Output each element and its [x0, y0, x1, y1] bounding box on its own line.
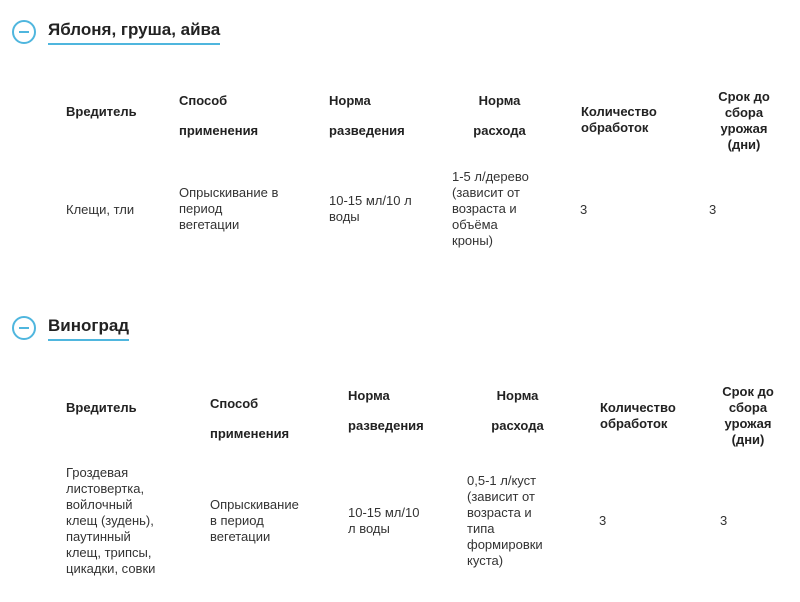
- collapse-minus-icon[interactable]: [12, 20, 36, 44]
- header-pest: Вредитель: [66, 104, 137, 119]
- header-consumption: Норма расхода: [491, 388, 544, 433]
- cell-dilution: 10-15 мл/10 л воды: [348, 505, 420, 536]
- header-consumption: Норма расхода: [473, 93, 526, 138]
- header-method: Способ применения: [210, 396, 290, 441]
- cell-consumption: 1-5 л/дерево (зависит от возраста и объёма кроны): [452, 169, 529, 248]
- cell-count: 3: [599, 513, 607, 528]
- cell-method: Опрыскивание в период вегетации: [179, 185, 279, 232]
- cell-pest: Гроздевая листовертка, войлочный клещ (зудень), паутинный клещ, трипсы, цикадки, совки: [66, 465, 156, 576]
- header-dilution: Норма разведения: [348, 388, 424, 433]
- section-header-grape[interactable]: [12, 314, 129, 342]
- header-dilution: Норма разведения: [329, 93, 405, 138]
- header-count: Количество обработок: [581, 104, 657, 135]
- cell-pest: Клещи, тли: [66, 202, 135, 217]
- section-title: Виноград: [48, 315, 129, 341]
- cell-term: 3: [709, 202, 717, 217]
- section-header-apple[interactable]: [12, 18, 220, 46]
- header-term: Срок до сбора урожая (дни): [722, 384, 774, 447]
- header-method: Способ применения: [179, 93, 259, 138]
- header-count: Количество обработок: [600, 400, 676, 431]
- header-term: Срок до сбора урожая (дни): [718, 89, 770, 152]
- section-title: Яблоня, груша, айва: [48, 19, 220, 45]
- header-pest: Вредитель: [66, 400, 137, 415]
- cell-dilution: 10-15 мл/10 л воды: [329, 193, 412, 224]
- cell-count: 3: [580, 202, 588, 217]
- collapse-minus-icon[interactable]: [12, 316, 36, 340]
- cell-method: Опрыскивание в период вегетации: [210, 497, 299, 544]
- cell-consumption: 0,5-1 л/куст (зависит от возраста и типа формировки куста): [467, 473, 543, 568]
- cell-term: 3: [720, 513, 728, 528]
